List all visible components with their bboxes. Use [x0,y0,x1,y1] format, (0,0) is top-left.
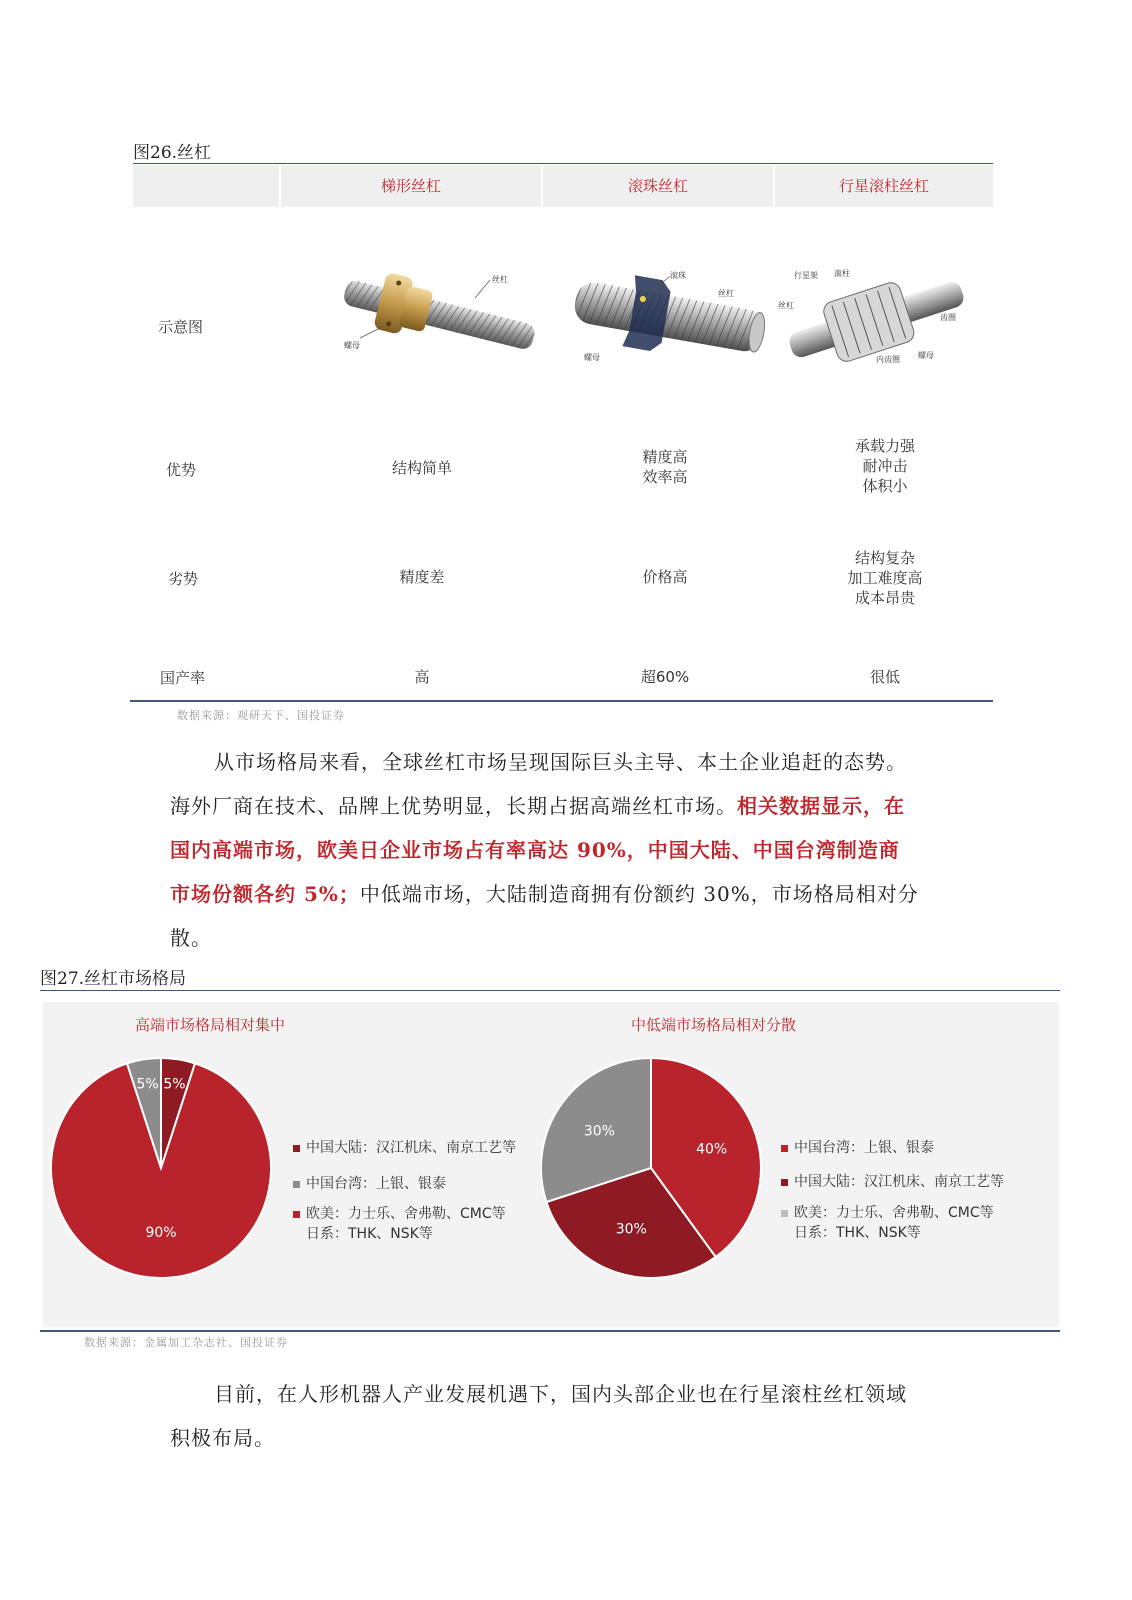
ball-ball-label: 滚珠 [670,271,686,280]
legend-high-taiwan-text: 中国台湾：上银、银泰 [306,1176,446,1192]
header-blank [133,165,279,207]
pie-slice-label: 40% [696,1141,728,1158]
legend-high-japan-text: 日系：THK、NSK等 [306,1226,433,1242]
mid-low-end-chart-title: 中低端市场格局相对分散 [631,1016,797,1034]
para1-line4a: 市场份额各约 5%； [170,882,360,906]
para1-line2 [170,784,970,828]
plan-carrier-label: 行星架 [794,271,818,280]
table-header-row [133,165,993,207]
paragraph-humanoid-robot [170,1372,970,1460]
pie-slice-label: 90% [145,1224,177,1241]
cell-ball-localization: 超60% [640,668,690,686]
cell-planetary-disadvantage-2: 加工难度高 [847,569,923,587]
para2-line2: 积极布局。 [170,1426,275,1450]
trap-nut-label: 螺母 [344,341,360,350]
row-label-localization: 国产率 [160,669,206,687]
cell-planetary-disadvantage-3: 成本昂贵 [854,589,915,607]
plan-ring-label: 齿圈 [940,313,956,322]
trap-screw-label: 丝杠 [492,275,508,284]
legend-mid-west-text: 欧美：力士乐、舍弗勒、CMC等 [794,1205,994,1221]
legend-swatch [293,1211,300,1218]
para1-line2b: 相关数据显示，在 [737,794,905,818]
row-label-disadvantage: 劣势 [168,570,199,588]
pie-slice-label: 5% [136,1076,159,1093]
cell-ball-disadvantage: 价格高 [642,568,688,586]
cell-ball-advantage [595,447,735,487]
row-label-diagram: 示意图 [158,318,204,336]
figure-27-title: 图27.丝杠市场格局 [40,969,187,989]
plan-roller-label: 滚柱 [834,269,850,278]
pie-slice-label: 30% [615,1221,647,1238]
cell-trapezoidal-advantage: 结构简单 [391,459,452,477]
para1-line5: 散。 [170,926,212,950]
ball-screw-label: 丝杠 [718,289,734,298]
cell-planetary-advantage-1: 承载力强 [854,437,915,455]
legend-mid-taiwan [781,1138,934,1158]
legend-high-mainland [293,1138,516,1158]
legend-high-mainland-text: 中国大陆：汉江机床、南京工艺等 [306,1140,516,1156]
row-label-advantage: 优势 [166,461,197,479]
figure-26-source: 数据来源：观研天下、国投证券 [177,709,345,722]
para2-line1: 目前，在人形机器人产业发展机遇下，国内头部企业也在行星滚柱丝杠领域 [214,1382,907,1406]
market-structure-chart-panel [43,1002,1059,1327]
cell-planetary-disadvantage [815,548,955,608]
cell-planetary-advantage-3: 体积小 [862,477,908,495]
plan-nut-label: 螺母 [918,351,934,360]
legend-swatch [781,1210,788,1217]
para1-line2a: 海外厂商在技术、品牌上优势明显，长期占据高端丝杠市场。 [170,794,737,818]
legend-high-taiwan [293,1174,446,1194]
cell-planetary-disadvantage-1: 结构复杂 [854,549,915,567]
legend-swatch [781,1145,788,1152]
legend-mid-mainland [781,1172,1004,1192]
high-end-chart-title: 高端市场格局相对集中 [135,1016,286,1034]
plan-inner-ring-label: 内齿圈 [876,355,900,364]
para1-line3: 国内高端市场，欧美日企业市场占有率高达 90%，中国大陆、中国台湾制造商 [170,838,900,862]
legend-high-west-text: 欧美：力士乐、舍弗勒、CMC等 [306,1206,506,1222]
cell-planetary-advantage [815,436,955,496]
para1-line4b: 中低端市场，大陆制造商拥有份额约 30%，市场格局相对分 [359,882,919,906]
cell-planetary-advantage-2: 耐冲击 [862,457,908,475]
figure-27-top-rule [40,990,1060,991]
cell-trapezoidal-localization: 高 [414,668,430,686]
legend-mid-japan-text: 日系：THK、NSK等 [794,1225,921,1241]
figure-26-top-rule [133,163,993,164]
figure-27-source: 数据来源：金属加工杂志社、国投证券 [84,1336,288,1349]
para1-line1: 从市场格局来看，全球丝杠市场呈现国际巨头主导、本土企业追赶的态势。 [214,750,907,774]
cell-ball-advantage-1: 精度高 [642,448,688,466]
legend-swatch [293,1145,300,1152]
planetary-roller-screw-illustration [778,266,978,370]
figure-26-bottom-rule [130,700,993,702]
trapezoidal-screw-illustration [340,268,540,364]
legend-swatch [293,1181,300,1188]
legend-high-west-japan [293,1204,506,1244]
pie-slice-label: 5% [163,1076,186,1093]
header-ball-screw: 滚珠丝杠 [541,165,773,207]
legend-mid-west-japan [781,1203,994,1243]
plan-screw-label: 丝杠 [778,301,794,310]
ball-screw-illustration [570,268,770,368]
paragraph-market-structure [170,740,970,960]
pie-slice-label: 30% [583,1123,615,1140]
legend-mid-taiwan-text: 中国台湾：上银、银泰 [794,1140,934,1156]
cell-ball-advantage-2: 效率高 [642,468,688,486]
figure-26-title: 图26.丝杠 [133,143,212,163]
legend-swatch [781,1179,788,1186]
legend-mid-mainland-text: 中国大陆：汉江机床、南京工艺等 [794,1174,1004,1190]
cell-planetary-localization: 很低 [869,668,900,686]
pie-charts [43,1002,1059,1327]
cell-trapezoidal-disadvantage: 精度差 [399,568,445,586]
header-planetary-roller-screw: 行星滚柱丝杠 [773,165,993,207]
figure-27-bottom-rule [40,1330,1060,1332]
para1-line4 [170,872,970,916]
ball-nut-label: 螺母 [584,353,600,362]
header-trapezoidal-screw: 梯形丝杠 [279,165,541,207]
